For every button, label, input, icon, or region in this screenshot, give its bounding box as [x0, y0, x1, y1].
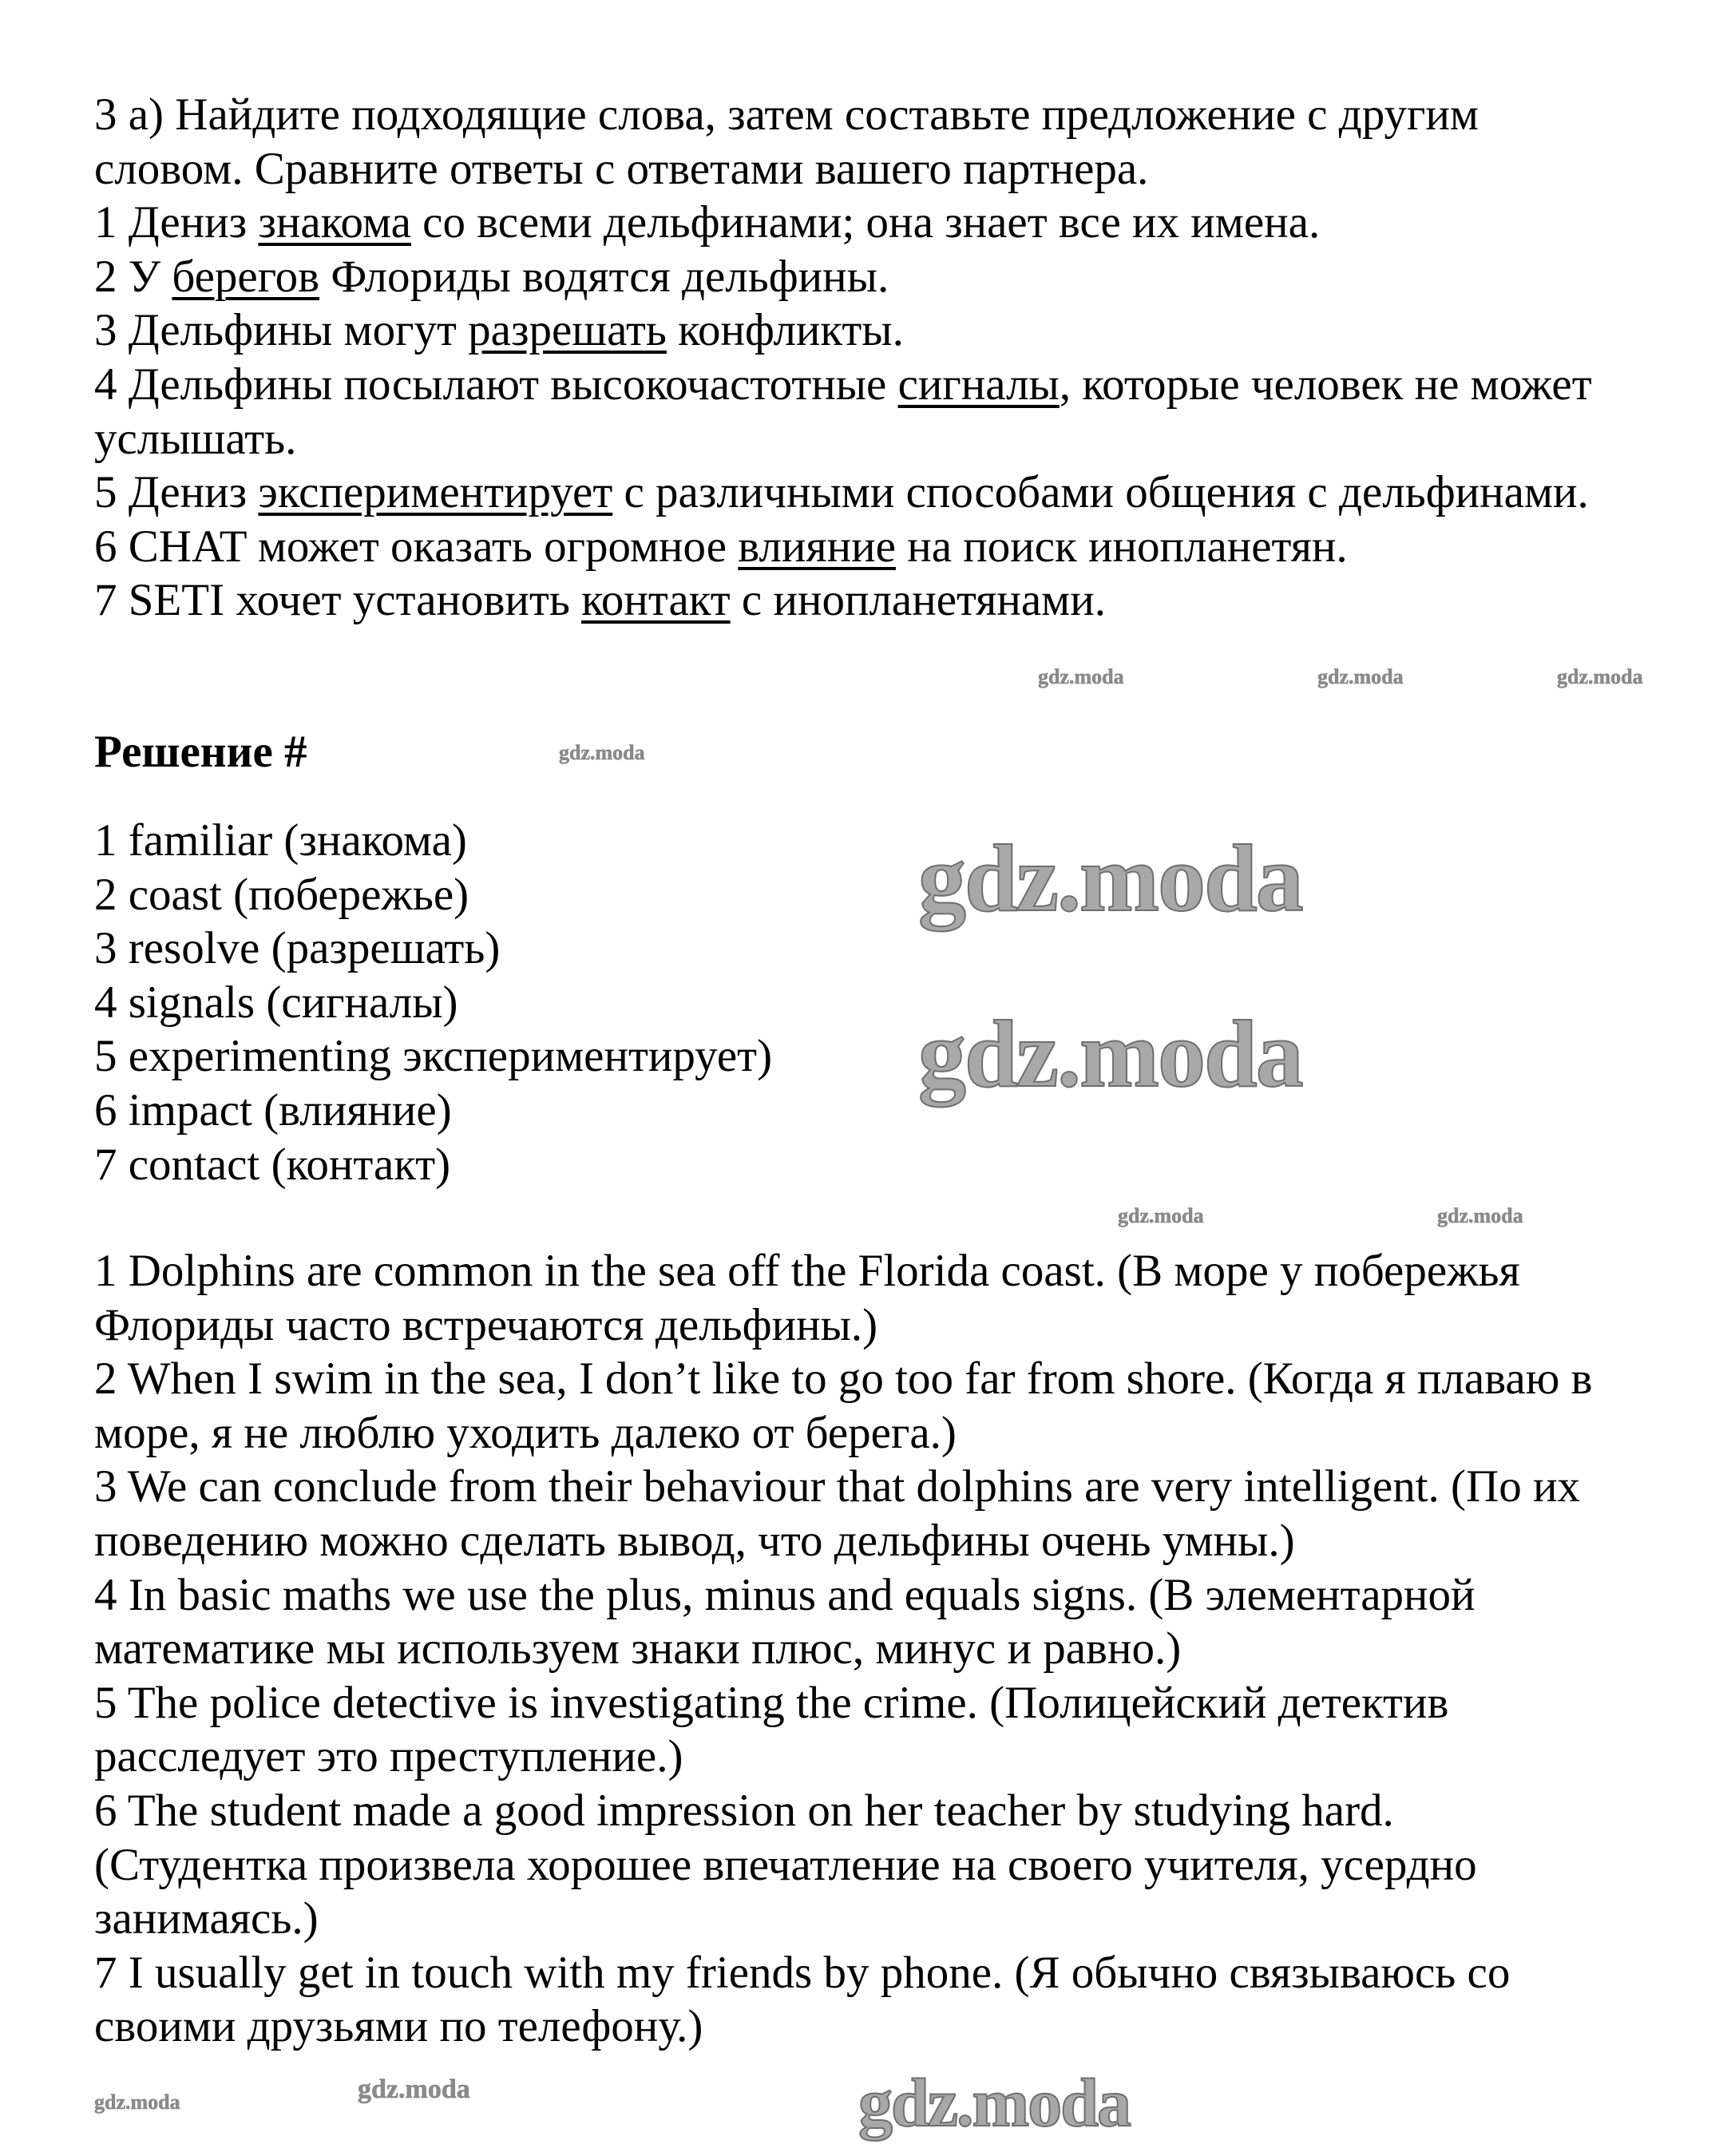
underlined-word: контакт [581, 575, 731, 626]
text-segment: 4 Дельфины посылают высокочастотные [94, 359, 898, 410]
text-segment: конфликты. [666, 305, 904, 356]
underlined-word: берегов [172, 251, 320, 302]
watermark: gdz.moda [1557, 665, 1643, 688]
solution-heading: Решение # [94, 727, 307, 777]
sentence-line: занимаясь.) [94, 1893, 319, 1944]
watermark: gdz.moda [1317, 665, 1404, 688]
text-segment: 3 Дельфины могут [94, 305, 469, 356]
text-segment: , которые человек не может [1059, 359, 1592, 410]
text-segment: 7 SETI хочет установить [94, 575, 582, 626]
watermark: gdz.moda [1038, 665, 1124, 688]
sentence-line: 1 Dolphins are common in the sea off the Florida coast. (В море у побережья [94, 1246, 1520, 1296]
sentence-line: поведению можно сделать вывод, что дельфины очень умны.) [94, 1515, 1295, 1566]
sentence-line: расследует это преступление.) [94, 1731, 683, 1782]
task-line [94, 358, 1592, 412]
text-segment: 3 a) Найдите подходящие слова, затем составьте предложение с другим [94, 89, 1479, 140]
underlined-word: экспериментирует [258, 467, 613, 518]
answer-line: 2 coast (побережье) [94, 869, 469, 920]
text-segment: 5 Дениз [94, 467, 259, 518]
watermark: gdz.moda [918, 1001, 1302, 1107]
sentence-line: математике мы используем знаки плюс, минус и равно.) [94, 1623, 1182, 1674]
task-line [94, 520, 1592, 574]
text-segment: на поиск инопланетян. [895, 521, 1348, 572]
task-line [94, 250, 1592, 304]
watermark: gdz.moda [358, 2075, 470, 2104]
task-line [94, 88, 1592, 142]
task-line [94, 196, 1592, 250]
answer-line: 3 resolve (разрешать) [94, 923, 501, 974]
underlined-word: влияние [738, 521, 896, 572]
watermark: gdz.moda [918, 825, 1302, 931]
text-segment: 6 CHAT может оказать огромное [94, 521, 739, 572]
text-segment: словом. Сравните ответы с ответами вашего партнера. [94, 143, 1149, 194]
watermark: gdz.moda [94, 2091, 180, 2114]
task-text [94, 88, 1592, 628]
text-segment: 2 У [94, 251, 172, 302]
task-line [94, 303, 1592, 358]
example-sentences [94, 1244, 1592, 2054]
sentence-line: 3 We can conclude from their behaviour that dolphins are very intelligent. (По их [94, 1461, 1580, 1512]
sentence-line: 6 The student made a good impression on her teacher by studying hard. [94, 1785, 1394, 1836]
watermark: gdz.moda [858, 2064, 1130, 2141]
task-line [94, 142, 1592, 196]
text-segment: услышать. [94, 413, 297, 464]
text-segment: Флориды водятся дельфины. [319, 251, 889, 302]
underlined-word: сигналы [897, 359, 1060, 410]
sentence-line: Флориды часто встречаются дельфины.) [94, 1299, 878, 1350]
sentence-line: 4 In basic maths we use the plus, minus and equals signs. (В элементарной [94, 1569, 1476, 1620]
task-line [94, 412, 1592, 466]
answer-line: 6 impact (влияние) [94, 1084, 452, 1135]
answer-line: 5 experimenting экспериментирует) [94, 1031, 773, 1082]
underlined-word: разрешать [468, 305, 667, 356]
answer-line: 1 familiar (знакома) [94, 815, 467, 866]
sentence-line: 7 I usually get in touch with my friends by phone. (Я обычно связываюсь со [94, 1947, 1511, 1998]
task-line [94, 573, 1592, 628]
text-segment: с инопланетянами. [730, 575, 1107, 626]
sentence-line: 5 The police detective is investigating the crime. (Полицейский детектив [94, 1677, 1449, 1728]
underlined-word: знакома [258, 197, 411, 248]
sentence-line: 2 When I swim in the sea, I don’t like to go too far from shore. (Когда я плаваю в [94, 1353, 1593, 1405]
watermark: gdz.moda [1437, 1204, 1523, 1227]
answers-list [94, 814, 772, 1191]
text-segment: 1 Дениз [94, 197, 259, 248]
answer-line: 7 contact (контакт) [94, 1139, 451, 1190]
text-segment: со всеми дельфинами; она знает все их имена. [410, 197, 1321, 248]
answer-line: 4 signals (сигналы) [94, 977, 458, 1028]
task-line [94, 466, 1592, 520]
sentence-line: (Студентка произвела хорошее впечатление на своего учителя, усердно [94, 1839, 1477, 1890]
watermark: gdz.moda [1118, 1204, 1204, 1227]
text-segment: с различными способами общения с дельфинами. [612, 467, 1589, 518]
sentence-line: море, я не люблю уходить далеко от берега.) [94, 1407, 957, 1458]
watermark: gdz.moda [559, 741, 645, 764]
sentence-line: своими друзьями по телефону.) [94, 2001, 703, 2052]
